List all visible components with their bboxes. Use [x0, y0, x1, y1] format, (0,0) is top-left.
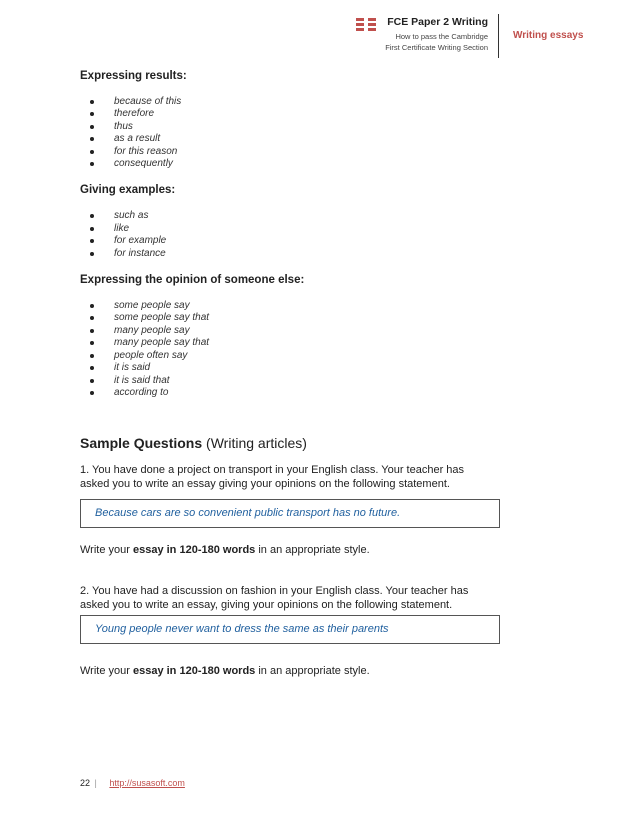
- header-divider: [498, 14, 499, 58]
- question-2-prompt: [80, 584, 500, 612]
- instruction-post: in an appropriate style.: [258, 665, 370, 678]
- bullet-icon: [90, 304, 94, 308]
- results-heading: Expressing results:: [80, 70, 187, 82]
- question-1-prompt-line-1: 1. You have done a project on transport in your English class. Your teacher has: [80, 464, 465, 477]
- instruction-pre: Write your: [80, 665, 130, 678]
- bullet-icon: [90, 316, 94, 320]
- list-item: [90, 312, 500, 324]
- bullet-icon: [90, 329, 94, 333]
- phrase-text: as a result: [114, 133, 161, 145]
- instruction-bold: essay in 120-180 words: [132, 544, 256, 557]
- phrase-text: thus: [114, 120, 133, 132]
- question-2-prompt-line-2: asked you to write an essay, giving your opinions on the following statement.: [80, 599, 453, 612]
- question-1-statement: Because cars are so convenient public transport has no future.: [95, 507, 401, 520]
- list-item: [90, 375, 500, 387]
- phrase-text: because of this: [114, 96, 182, 107]
- question-2-prompt-line-1: 2. You have had a discussion on fashion in your English class. Your teacher has: [80, 585, 469, 598]
- phrase-text: therefore: [114, 108, 155, 120]
- list-item: [90, 248, 500, 260]
- list-item: [90, 325, 500, 337]
- question-2-statement-box: [80, 615, 500, 644]
- phrase-text: some people say: [114, 300, 190, 312]
- phrase-text: many people say that: [114, 337, 210, 349]
- list-item: [90, 337, 500, 349]
- phrase-text: it is said that: [114, 374, 170, 386]
- page-footer: [80, 778, 185, 788]
- phrase-text: many people say: [114, 324, 190, 336]
- bullet-icon: [90, 227, 94, 231]
- footer-link[interactable]: http://susasoft.com: [109, 778, 185, 788]
- list-item: [90, 133, 500, 145]
- bullet-icon: [90, 137, 94, 141]
- list-item: [90, 96, 500, 108]
- sample-heading-text: Sample Questions: [80, 435, 203, 452]
- list-item: [90, 387, 500, 399]
- phrase-text: for example: [114, 235, 167, 247]
- bullet-icon: [90, 391, 94, 395]
- results-list: [90, 96, 500, 170]
- instruction-bold: essay in 120-180 words: [132, 665, 256, 678]
- list-item: [90, 300, 500, 312]
- phrase-text: for instance: [114, 247, 166, 259]
- bullet-icon: [90, 100, 94, 104]
- bullet-icon: [90, 112, 94, 116]
- list-item: [90, 362, 500, 374]
- question-1-instruction: [80, 543, 500, 557]
- opinion-heading: Expressing the opinion of someone else:: [80, 274, 305, 287]
- instruction-pre: Write your: [80, 544, 130, 557]
- page-number: 22: [80, 778, 91, 788]
- bullet-icon: [90, 252, 94, 256]
- sample-questions-heading: [80, 435, 500, 451]
- bullet-icon: [90, 150, 94, 154]
- list-item: [90, 350, 500, 362]
- bullet-icon: [90, 341, 94, 345]
- bullet-icon: [90, 162, 94, 166]
- question-1-prompt-line-2: asked you to write an essay giving your opinions on the following statement.: [80, 478, 450, 491]
- book-logo-icon: [356, 18, 376, 32]
- list-item: [90, 158, 500, 170]
- question-2-statement: Young people never want to dress the same as their parents: [95, 623, 389, 636]
- phrase-text: consequently: [114, 158, 173, 170]
- header-title: FCE Paper 2 Writing: [387, 16, 488, 28]
- phrase-text: people often say: [114, 349, 188, 361]
- question-2-instruction: [80, 664, 500, 678]
- sample-heading-note: (Writing articles): [206, 435, 307, 452]
- list-item: [90, 210, 500, 222]
- bullet-icon: [90, 354, 94, 358]
- phrase-text: some people say that: [114, 312, 210, 324]
- list-item: [90, 146, 500, 158]
- phrase-text: for this reason: [114, 145, 178, 157]
- instruction-post: in an appropriate style.: [258, 544, 370, 557]
- question-1-statement-box: [80, 499, 500, 528]
- list-item: [90, 223, 500, 235]
- examples-heading: Giving examples:: [80, 184, 176, 197]
- bullet-icon: [90, 239, 94, 243]
- question-1-prompt: [80, 463, 500, 491]
- page-content: [80, 70, 500, 678]
- header-section-label: Writing essays: [513, 30, 584, 41]
- phrase-text: such as: [114, 210, 149, 222]
- phrase-text: it is said: [114, 362, 151, 374]
- opinion-list: [90, 300, 500, 399]
- phrase-text: according to: [114, 386, 169, 398]
- header-subtitle-line-2: First Certificate Writing Section: [385, 43, 488, 52]
- bullet-icon: [90, 214, 94, 218]
- header-subtitle-line-1: How to pass the Cambridge: [395, 32, 488, 41]
- list-item: [90, 108, 500, 120]
- list-item: [90, 121, 500, 133]
- bullet-icon: [90, 379, 94, 383]
- examples-list: [90, 210, 500, 260]
- footer-separator: |: [94, 778, 97, 788]
- bullet-icon: [90, 366, 94, 370]
- list-item: [90, 235, 500, 247]
- phrase-text: like: [114, 222, 130, 234]
- bullet-icon: [90, 125, 94, 129]
- page-header: [0, 14, 638, 62]
